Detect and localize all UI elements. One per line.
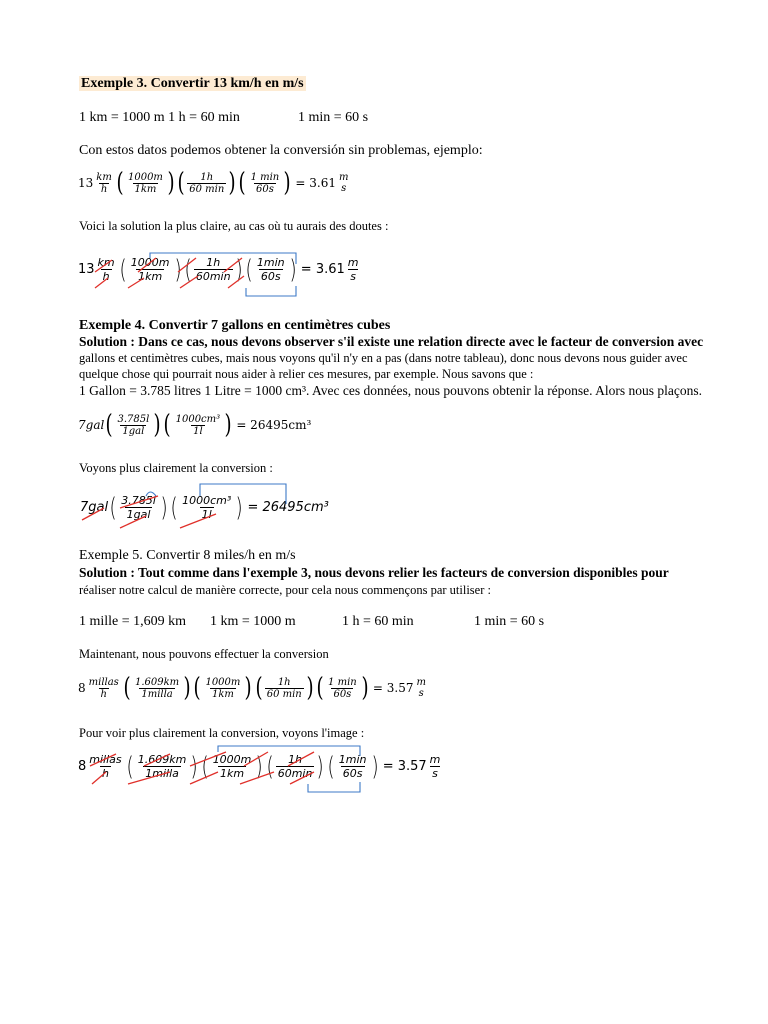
example5-equation: 8 $\frac{\text{millas}}{h}$ ( $\frac{1.609km}{\text{1milla}}$ ) ( $\frac{1000m}{1km}$ ) ( $\frac{1h}{60 \min}$ ) ( $\frac{1 \min}{60s}$ ) = 3.57 m s [78,673,426,703]
example4-image-equation: 7gal ( $\frac{3.785l}{\text{1gal}}$ ) ( $\frac{\text{1000cm³}}{1l}$ ) = 26495cm³ [80,492,329,523]
example5-title: Exemple 5. Convertir 8 miles/h en m/s [79,548,296,563]
example3-clearer: Voici la solution la plus claire, au cas où tu aurais des doutes : [79,219,389,233]
example5-solution-l2: réaliser notre calcul de manière correcte, pour cela nous commençons par utiliser : [79,583,491,597]
example3-equation: 13 $\frac{km}{h}$ ( $\frac{1000m}{1km}$ ) ( $\frac{1h}{60 \min}$ ) ( $\frac{1 \min}{60s}$ ) = 3.61 m s [78,168,349,198]
example3-facts-b: 1 min = 60 s [298,110,369,125]
example5-image-equation: 8 $\frac{\text{millas}}{h}$ ( $\frac{1.609km}{\text{1milla}}$ ) ( $\frac{1000m}{1km}$ ) ( $\frac{1h}{60\min}$ ) ( $\frac{1\min}{60s}$ ) = 3.57 $\frac{m}{s}$ [78,751,441,782]
example4-solution-l2: gallons et centimètres cubes, mais nous voyons qu'il n'y en a pas (dans notre tableau), donc nous devons nous guider avec [79,351,688,365]
example5-fact-hour: 1 h = 60 min [342,614,414,629]
example5-fact-km: 1 km = 1000 m [210,614,296,629]
example5-fact-min: 1 min = 60 s [474,614,545,629]
example5-fact-mile: 1 mille = 1,609 km [79,614,187,629]
example3-image-equation: 13 $\frac{km}{h}$ ( $\frac{1000m}{1km}$ ) ( $\frac{1h}{60\min}$ ) ( $\frac{1\min}{60s}$ ) = 3.61 $\frac{m}{s}$ [78,254,359,285]
example3-facts-a: 1 km = 1000 m 1 h = 60 min [79,110,240,125]
example3-intro: Con estos datos podemos obtener la conversión sin problemas, ejemplo: [79,143,483,158]
example5-clearer: Pour voir plus clairement la conversion, voyons l'image : [79,726,365,740]
example4-title: Exemple 4. Convertir 7 gallons en centimètres cubes [79,318,391,333]
example4-clearer: Voyons plus clairement la conversion : [79,461,273,475]
example3-title: Exemple 3. Convertir 13 km/h en m/s [81,76,304,91]
example4-solution-bold: Solution : Dans ce cas, nous devons observer s'il existe une relation directe avec le facteur de conversion avec [79,334,704,349]
example4-solution-l4: 1 Gallon = 3.785 litres 1 Litre = 1000 cm³. Avec ces données, nous pouvons obtenir la réponse. Alors nous plaçons. [79,383,703,398]
example4-solution-l3: quelque chose qui pourrait nous aider à relier ces mesures, par exemple. Nous savons que : [79,367,534,381]
example4-equation: 7gal ( $\frac{3.785l}{\text{1gal}}$ ) ( $\frac{\text{1000cm³}}{1l}$ ) = 26495cm³ [78,410,312,440]
example5-solution-bold: Solution : Tout comme dans l'exemple 3, nous devons relier les facteurs de conversion disponibles pour [79,565,669,580]
example5-now: Maintenant, nous pouvons effectuer la conversion [79,647,329,661]
